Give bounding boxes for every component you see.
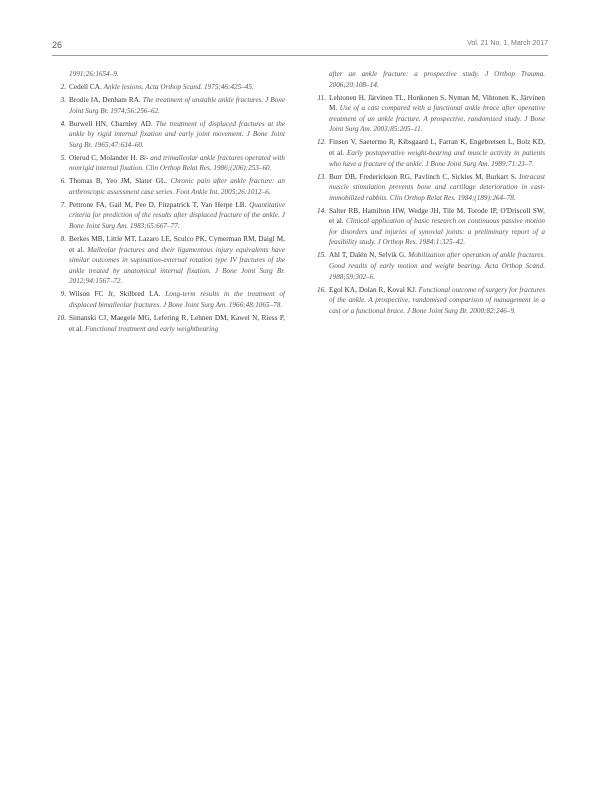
reference-source: J Bone Joint Surg Br. 1965;47:634–60. xyxy=(69,130,285,149)
reference-item xyxy=(52,153,285,174)
references-right-column xyxy=(312,69,545,319)
reference-title: Use of a cast compared with a functional ankle brace after operative treatment of an ankle fracture. A prospective, randomized study. xyxy=(329,104,546,123)
reference-item xyxy=(312,250,545,282)
reference-number: 5. xyxy=(60,153,66,162)
reference-authors: Wilson FC Jr, Skilbred LA. xyxy=(69,290,161,299)
reference-number: 14. xyxy=(317,206,326,215)
reference-authors: Egol KA, Dolan R, Koval KJ. xyxy=(329,285,417,294)
reference-item xyxy=(52,119,285,151)
journal-issue-info: Vol. 21 No. 1, March 2017 xyxy=(467,40,548,47)
reference-authors: Cedell CA. xyxy=(69,82,102,91)
reference-title: Bi- and trimalleolar ankle fractures operated with nonrigid internal fixation. xyxy=(69,153,286,173)
reference-title: after an ankle fracture: a prospective study. xyxy=(329,70,480,78)
reference-number: 15. xyxy=(317,251,326,260)
reference-authors: Simanski CJ, Maegele MG, Lefering R, Lehnen DM, Kawel N, Riess P, et al. xyxy=(69,313,285,333)
reference-item xyxy=(52,313,285,334)
reference-source: J Bone Joint Surg Am. 1966;48:1065–78. xyxy=(162,301,283,309)
reference-title: Malleolar fractures and their ligamentous injury equivalents have similar outcomes in supination-external rotation type IV fractures of the ankle treated by anatomical internal fixation. xyxy=(69,245,285,275)
reference-source: Foot Ankle Int. 2005;26:1012–6. xyxy=(175,187,271,196)
reference-authors: Burr DB, Frederickson RG, Pavlinch C, Sickles M, Burkart S. xyxy=(329,172,517,181)
reference-source: Acta Orthop Scand. 1975;46:425–45. xyxy=(145,82,254,91)
reference-title: Clinical application of basic research on continuous passive motion for disorders and injuries of synovial joints: a preliminary report of a feasibility study. xyxy=(329,217,546,247)
reference-source: J Orthop Res. 1984;1:325–42. xyxy=(377,238,466,247)
references-left-column xyxy=(52,69,285,337)
reference-number: 10. xyxy=(57,313,66,322)
reference-item xyxy=(52,95,285,116)
reference-item xyxy=(52,200,285,232)
reference-title: The treatment of displaced fractures at the ankle by rigid internal fixation and early joint movement. xyxy=(69,119,285,139)
reference-source: J Bone Joint Surg Br. 2012;94:1567–72. xyxy=(69,266,286,286)
reference-title: Intracast muscle stimulation prevents bone and cartilage deterioration in cast-immobilized rabbits. xyxy=(329,172,546,202)
reference-number: 16. xyxy=(317,285,326,294)
reference-item xyxy=(312,285,545,317)
reference-source: Acta Orthop Scand. 1988;59:302–6. xyxy=(329,262,545,281)
reference-title: Mobilization after operation of ankle fractures. Good results of early motion and weight bearing. xyxy=(329,251,546,271)
reference-title: Early postoperative weight-bearing and muscle activity in patients who have a fracture of the ankle. xyxy=(329,148,545,168)
reference-title: The treatment of unstable ankle fractures. xyxy=(142,95,264,104)
reference-title: Long-term results in the treatment of displaced bimalleolar fractures. xyxy=(69,290,286,309)
reference-source: J Bone Joint Surg Br. 2000;82:246–9. xyxy=(406,306,516,315)
reference-item xyxy=(312,137,545,169)
reference-item xyxy=(52,82,285,93)
page-header xyxy=(52,40,548,54)
reference-authors: Lehtonen H, Järvinen TL, Honkonen S, Nyman M, Vihtonen K, Järvinen M. xyxy=(329,93,545,113)
reference-title: Quantitative criteria for prediction of the results after displaced fracture of the ankle. xyxy=(69,200,286,220)
reference-title: Ankle lesions. xyxy=(103,82,144,91)
reference-source: J Orthop Trauma. 2006;20:108–14. xyxy=(329,70,546,89)
reference-authors: Brodie IA, Denham RA. xyxy=(69,95,141,104)
reference-number: 9. xyxy=(60,290,66,299)
reference-source: Clin Orthop Relat Res. 1986;(206):253–60. xyxy=(145,164,272,173)
reference-number: 8. xyxy=(60,235,66,244)
reference-authors: Salter RB, Hamilton HW, Wedge JH, Tile M, Torode IP, O'Driscoll SW, et al. xyxy=(329,206,545,226)
reference-title: Functional treatment and early weightbearing xyxy=(85,324,219,333)
reference-number: 13. xyxy=(317,172,326,181)
reference-item xyxy=(52,234,285,287)
reference-item xyxy=(312,69,545,90)
reference-source: J Bone Joint Surg Am. 1989;71:23–7. xyxy=(425,159,534,168)
reference-source: 1991;26:1654–9. xyxy=(69,70,119,78)
reference-item xyxy=(312,93,545,135)
reference-item xyxy=(52,289,285,310)
reference-authors: Berkes MB, Little MT, Lazaro LE, Sculco PK, Cymerman RM, Daigl M, et al. xyxy=(69,235,285,254)
header-rule xyxy=(52,55,548,56)
reference-number: 2. xyxy=(60,82,66,91)
reference-number: 11. xyxy=(317,93,326,102)
reference-number: 4. xyxy=(60,119,66,128)
reference-authors: Pettrone FA, Gail M, Pee D, Fitzpatrick T, Van Herpe LB. xyxy=(69,200,247,209)
reference-item xyxy=(312,206,545,248)
reference-number: 12. xyxy=(317,138,326,147)
reference-title: Functional outcome of surgery for fractures of the ankle. A prospective, randomised comparison of management in a cast or a functional brace. xyxy=(329,285,546,315)
reference-authors: Finsen V, Saetermo R, Kibsgaard L, Farran K, Engebretsen L, Bolz KD, et al. xyxy=(329,138,545,157)
reference-authors: Burwell HN, Charnley AD. xyxy=(69,119,153,128)
reference-item xyxy=(312,172,545,204)
reference-item xyxy=(52,176,285,197)
reference-authors: Olerud C, Molander H. xyxy=(69,153,138,162)
reference-number: 7. xyxy=(60,200,66,209)
reference-authors: Thomas B, Yeo JM, Slater GL. xyxy=(69,177,168,186)
reference-source: Clin Orthop Relat Res. 1984;(189):264–78. xyxy=(389,193,516,202)
reference-source: J Bone Joint Surg Am. 2003;85:205–11. xyxy=(329,114,546,134)
reference-item xyxy=(52,69,285,80)
reference-authors: Ahl T, Dalén N, Selvik G. xyxy=(329,251,407,260)
reference-title: Chronic pain after ankle fracture: an arthroscopic assessment case series. xyxy=(69,177,286,196)
page-number: 26 xyxy=(52,40,63,50)
reference-number: 6. xyxy=(60,177,66,186)
reference-number: 3. xyxy=(60,95,66,104)
reference-source: J Bone Joint Surg Br. 1974;56:256–62. xyxy=(69,95,286,115)
reference-source: J Bone Joint Surg Am. 1983;65:667–77. xyxy=(69,211,285,231)
